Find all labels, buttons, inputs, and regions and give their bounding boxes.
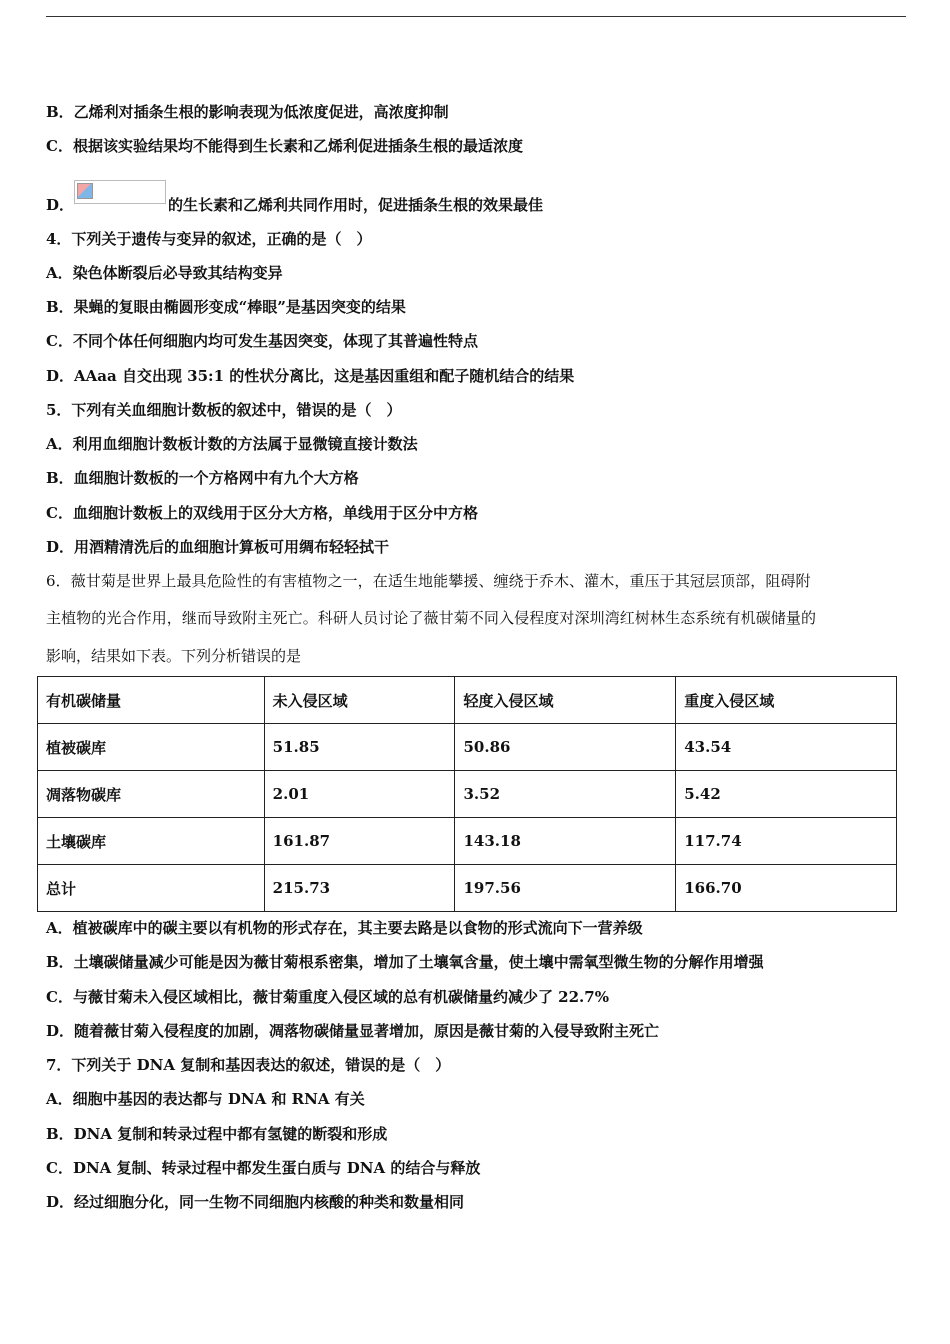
table-cell: 3.52: [455, 771, 676, 818]
table-cell: 117.74: [676, 818, 897, 865]
q5-stem: 5．下列有关血细胞计数板的叙述中，错误的是（ ）: [46, 401, 402, 419]
table-cell: 植被碳库: [38, 724, 265, 771]
table-cell: 总计: [38, 865, 265, 912]
table-header-cell: 有机碳储量: [38, 677, 265, 724]
q3-option-d: [46, 180, 543, 215]
carbon-storage-table: [37, 676, 897, 912]
table-cell: 土壤碳库: [38, 818, 265, 865]
table-cell: 166.70: [676, 865, 897, 912]
q3-option-c: C．根据该实验结果均不能得到生长素和乙烯利促进插条生根的最适浓度: [46, 137, 523, 155]
table-cell: 43.54: [676, 724, 897, 771]
q4-option-d: D．AAaa 自交出现 35:1 的性状分离比，这是基因重组和配子随机结合的结果: [46, 367, 575, 385]
table-cell: 143.18: [455, 818, 676, 865]
q5-option-a: A．利用血细胞计数板计数的方法属于显微镜直接计数法: [46, 435, 418, 453]
q6-stem-line-2: 主植物的光合作用，继而导致附主死亡。科研人员讨论了薇甘菊不同入侵程度对深圳湾红树林生态系统有机碳储量的: [46, 609, 817, 627]
table-cell: 51.85: [264, 724, 455, 771]
q5-option-b: B．血细胞计数板的一个方格网中有九个大方格: [46, 469, 359, 487]
q7-option-c: C．DNA 复制、转录过程中都发生蛋白质与 DNA 的结合与释放: [46, 1159, 481, 1177]
table-header-row: [38, 677, 897, 724]
q3-option-b: B．乙烯利对插条生根的影响表现为低浓度促进，高浓度抑制: [46, 103, 449, 121]
q6-option-d: D．随着薇甘菊入侵程度的加剧，凋落物碳储量显著增加，原因是薇甘菊的入侵导致附主死亡: [46, 1022, 660, 1040]
table-header-cell: 轻度入侵区域: [455, 677, 676, 724]
table-row: [38, 724, 897, 771]
q6-stem-line-1: 6．薇甘菊是世界上最具危险性的有害植物之一，在适生地能攀援、缠绕于乔木、灌木，重压于其冠层顶部，阻碍附: [46, 572, 811, 590]
table-row: [38, 865, 897, 912]
table-cell: 凋落物碳库: [38, 771, 265, 818]
table-cell: 197.56: [455, 865, 676, 912]
table-cell: 161.87: [264, 818, 455, 865]
q3-option-d-label: D．: [46, 196, 75, 214]
q6-option-b: B．土壤碳储量减少可能是因为薇甘菊根系密集，增加了土壤氧含量，使土壤中需氧型微生物的分解作用增强: [46, 953, 764, 971]
q6-option-c: C．与薇甘菊未入侵区域相比，薇甘菊重度入侵区域的总有机碳储量约减少了 22.7%: [46, 988, 609, 1006]
table-cell: 2.01: [264, 771, 455, 818]
table-cell: 215.73: [264, 865, 455, 912]
q4-option-c: C．不同个体任何细胞内均可发生基因突变，体现了其普遍性特点: [46, 332, 478, 350]
table-row: [38, 771, 897, 818]
q7-option-b: B．DNA 复制和转录过程中都有氢键的断裂和形成: [46, 1125, 388, 1143]
header-rule: [46, 16, 906, 17]
q4-stem: 4．下列关于遗传与变异的叙述，正确的是（ ）: [46, 230, 372, 248]
table-header-cell: 未入侵区域: [264, 677, 455, 724]
q4-option-b: B．果蝇的复眼由椭圆形变成“棒眼”是基因突变的结果: [46, 298, 406, 316]
broken-image-icon: [74, 180, 166, 204]
q7-stem: 7．下列关于 DNA 复制和基因表达的叙述，错误的是（ ）: [46, 1056, 451, 1074]
table-cell: 50.86: [455, 724, 676, 771]
q6-stem-line-3: 影响，结果如下表。下列分析错误的是: [46, 647, 302, 665]
q7-option-d: D．经过细胞分化，同一生物不同细胞内核酸的种类和数量相同: [46, 1193, 465, 1211]
q6-option-a: A．植被碳库中的碳主要以有机物的形式存在，其主要去路是以食物的形式流向下一营养级: [46, 919, 643, 937]
q4-option-a: A．染色体断裂后必导致其结构变异: [46, 264, 283, 282]
q7-option-a: A．细胞中基因的表达都与 DNA 和 RNA 有关: [46, 1090, 365, 1108]
table-header-cell: 重度入侵区域: [676, 677, 897, 724]
q5-option-d: D．用酒精清洗后的血细胞计算板可用绸布轻轻拭干: [46, 538, 390, 556]
table-row: [38, 818, 897, 865]
q3-option-d-text: 的生长素和乙烯利共同作用时，促进插条生根的效果最佳: [168, 196, 544, 214]
table-cell: 5.42: [676, 771, 897, 818]
q5-option-c: C．血细胞计数板上的双线用于区分大方格，单线用于区分中方格: [46, 504, 478, 522]
